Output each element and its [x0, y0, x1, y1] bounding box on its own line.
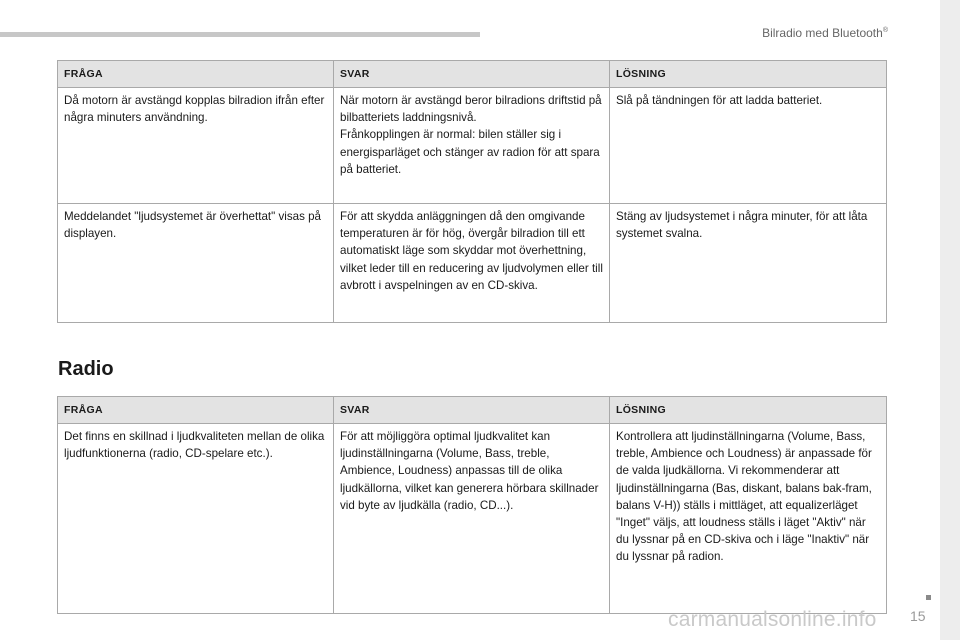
- table-row: [58, 424, 887, 614]
- table-header-row: [58, 61, 887, 88]
- page-number: 15: [910, 608, 926, 624]
- answer-cell: För att skydda anläggningen då den omgivande temperaturen är för hög, övergår bilradion till ett automatiskt läge som skyddar mot överhettning, vilket leder till en reducering av ljudvolymen eller till avbrott i avspelningen av en CD-skiva.: [334, 204, 610, 323]
- solution-cell: Kontrollera att ljudinställningarna (Volume, Bass, treble, Ambience och Loudness) är anpassade för de valda ljudkällorna. Vi rekommenderar att ljudinställningarna (Bas, diskant, balans bak-fram, balans V-H)) ställs i mittläget, att equalizerläget "Inget" väljs, att loudness ställs i läget "Aktiv" när du lyssnar på en CD-skiva och i läge "Inaktiv" när du lyssnar på radion.: [610, 424, 887, 614]
- column-header-answer: SVAR: [334, 397, 610, 424]
- solution-cell: Stäng av ljudsystemet i några minuter, för att låta systemet svalna.: [610, 204, 887, 323]
- column-header-solution: LÖSNING: [610, 61, 887, 88]
- solution-cell: Slå på tändningen för att ladda batteriet.: [610, 88, 887, 204]
- question-cell: Meddelandet "ljudsystemet är överhettat" visas på displayen.: [58, 204, 334, 323]
- answer-cell: För att möjliggöra optimal ljudkvalitet kan ljudinställningarna (Volume, Bass, treble, Ambience, Loudness) anpassas till de olika ljudkällorna, vilket kan generera hörbara skillnader vid byte av ljudkälla (radio, CD...).: [334, 424, 610, 614]
- column-header-solution: LÖSNING: [610, 397, 887, 424]
- page-marker-dot: [926, 595, 931, 600]
- column-header-question: FRÅGA: [58, 397, 334, 424]
- registered-mark: ®: [882, 27, 888, 34]
- faq-table-general: [57, 60, 887, 323]
- page-header-title: Bilradio med Bluetooth®: [762, 26, 888, 40]
- answer-cell: [334, 88, 610, 204]
- table-header-row: [58, 397, 887, 424]
- header-rule: [0, 32, 480, 37]
- column-header-question: FRÅGA: [58, 61, 334, 88]
- faq-table-radio: [57, 396, 887, 614]
- table-row: [58, 204, 887, 323]
- answer-paragraph: När motorn är avstängd beror bilradions driftstid på bilbatteriets laddningsnivå. Frånkopplingen är normal: bilen ställer sig i energisparläget och stänger av radion för att spara på batteriet.: [340, 94, 602, 176]
- side-band: [940, 0, 960, 640]
- column-header-answer: SVAR: [334, 61, 610, 88]
- question-cell: Det finns en skillnad i ljudkvaliteten mellan de olika ljudfunktionerna (radio, CD-spelare etc.).: [58, 424, 334, 614]
- watermark: carmanualsonline.info: [668, 608, 877, 631]
- table-row: [58, 88, 887, 204]
- question-cell: Då motorn är avstängd kopplas bilradion ifrån efter några minuters användning.: [58, 88, 334, 204]
- section-title-radio: Radio: [58, 358, 114, 380]
